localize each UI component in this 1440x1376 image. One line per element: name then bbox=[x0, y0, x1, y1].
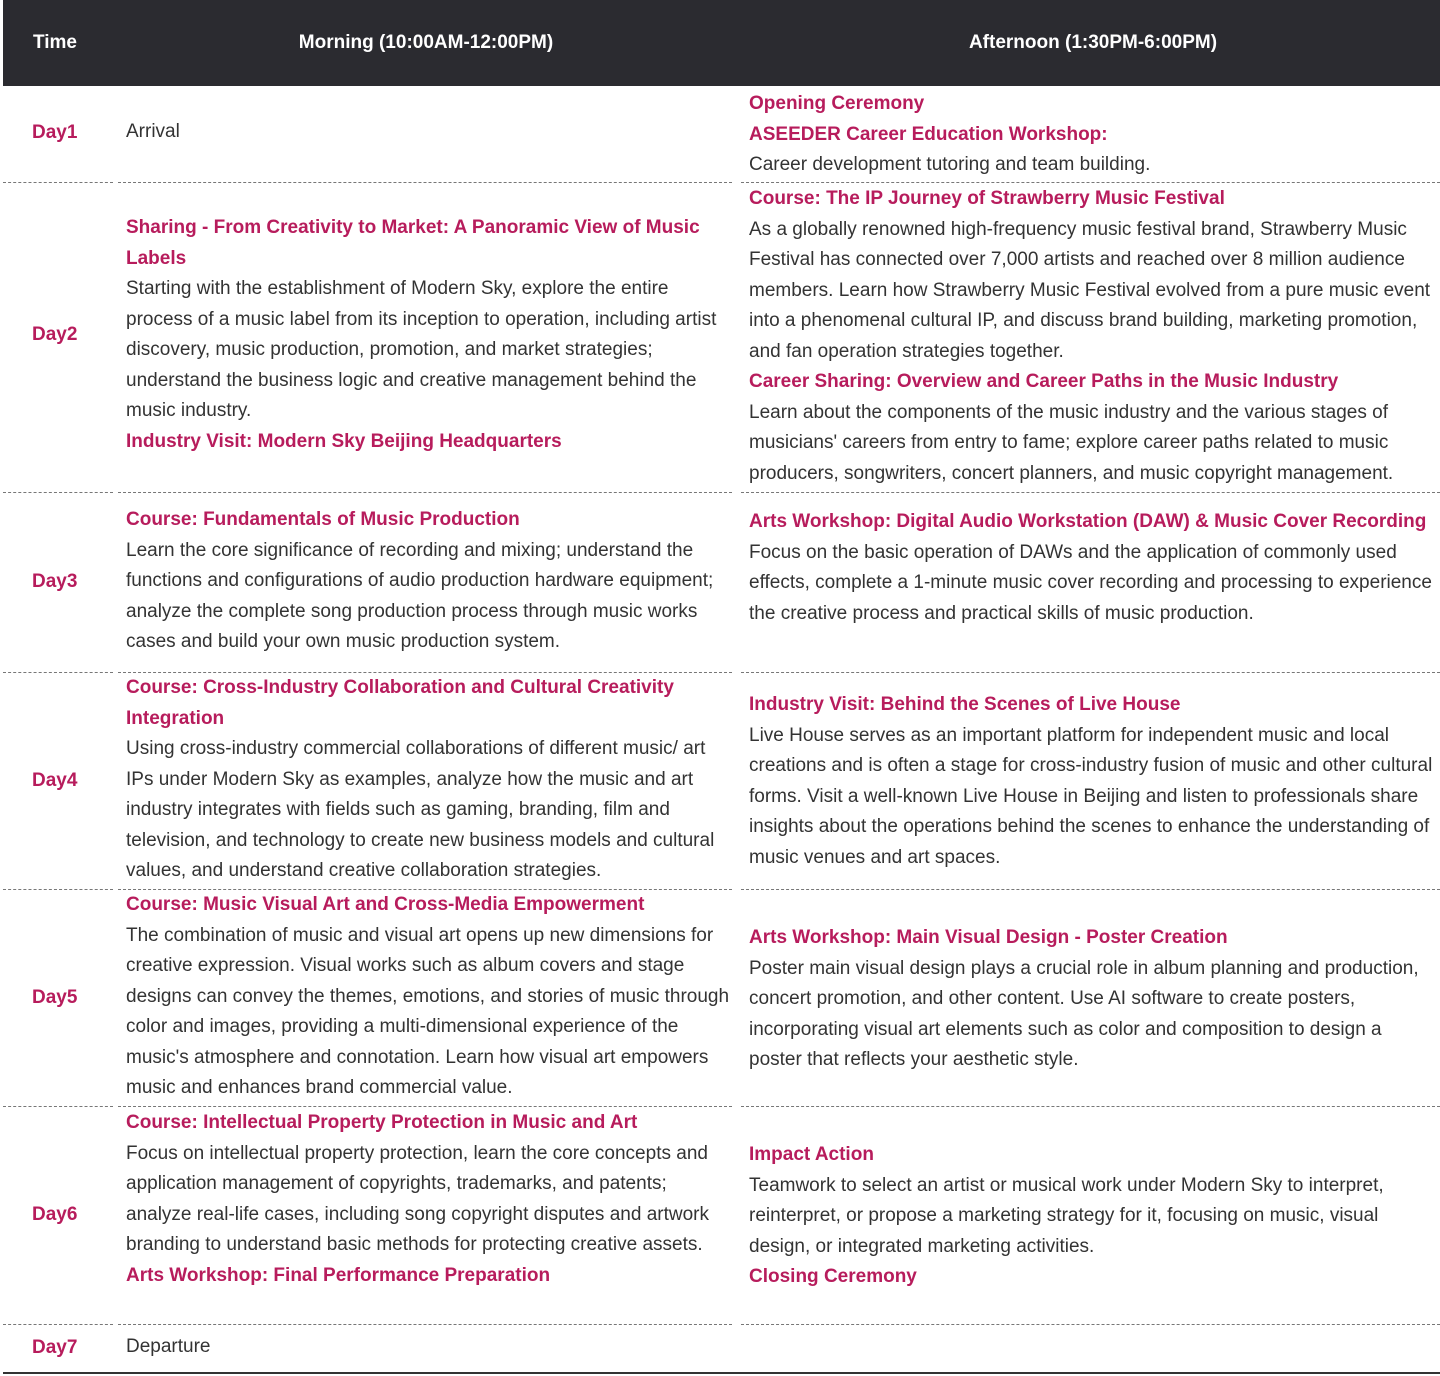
session-description: As a globally renowned high-frequency music festival brand, Strawberry Music Festival has connected over 7,000 artists and reached over 8 million audience members. Learn how Strawberry Music Festival evolved from a pure music event into a phenomenal cultural IP, and discuss brand building, marketing promotion, and fan operation strategies together. bbox=[749, 218, 1431, 362]
session-description: Using cross-industry commercial collaborations of different music/ art IPs under Modern Sky as examples, analyze how the music and art industry integrates with fields such as gaming, branding, film and television, and technology to create new business models and cultural values, and understand creative collaboration strategies. bbox=[126, 738, 715, 881]
session-description: Career development tutoring and team building. bbox=[749, 154, 1151, 175]
header-time: Time bbox=[33, 32, 78, 53]
day5-morning-cell bbox=[126, 890, 731, 1104]
session-description: Focus on the basic operation of DAWs and the application of commonly used effects, complete a 1-minute music cover recording and processing to experience the creative process and practical skills of music production. bbox=[749, 541, 1432, 624]
session-title: Course: Cross-Industry Collaboration and Cultural Creativity Integration bbox=[126, 677, 674, 729]
table-bottom-border bbox=[3, 1372, 1440, 1374]
session-title: Course: The IP Journey of Strawberry Music Festival bbox=[749, 188, 1225, 209]
session-title: Industry Visit: Modern Sky Beijing Headquarters bbox=[126, 430, 562, 452]
session-description: Departure bbox=[126, 1336, 211, 1357]
session-title: Impact Action bbox=[749, 1144, 874, 1165]
session-title: Closing Ceremony bbox=[749, 1266, 917, 1287]
day6-afternoon-cell bbox=[749, 1140, 1439, 1293]
session-title: Industry Visit: Behind the Scenes of Live House bbox=[749, 694, 1181, 715]
day-label: Day5 bbox=[32, 987, 78, 1008]
row-separator bbox=[3, 889, 113, 890]
session-title: Course: Music Visual Art and Cross-Media Empowerment bbox=[126, 894, 645, 915]
row-separator bbox=[741, 1106, 1440, 1107]
session-title: Arts Workshop: Main Visual Design - Poster Creation bbox=[749, 927, 1228, 948]
session-title: Career Sharing: Overview and Career Paths in the Music Industry bbox=[749, 371, 1339, 392]
day-label: Day6 bbox=[32, 1204, 78, 1225]
row-separator bbox=[741, 672, 1440, 673]
row-separator bbox=[118, 1324, 732, 1325]
session-description: Arrival bbox=[126, 121, 180, 142]
session-title: Arts Workshop: Digital Audio Workstation (DAW) & Music Cover Recording bbox=[749, 511, 1427, 532]
session-description: The combination of music and visual art opens up new dimensions for creative expression. Visual works such as album covers and stage designs can convey the themes, emotions, and stories of music through color and images, providing a multi-dimensional experience of the music's atmosphere and connotation. Learn how visual art empowers music and enhances brand commercial value. bbox=[126, 924, 730, 1098]
day3-morning-cell bbox=[126, 505, 731, 658]
row-separator bbox=[3, 492, 113, 493]
row-separator bbox=[118, 492, 732, 493]
table-header bbox=[3, 0, 1440, 86]
row-separator bbox=[118, 1106, 732, 1107]
session-description: Starting with the establishment of Modern Sky, explore the entire process of a music label from its inception to operation, including artist discovery, music production, promotion, and market strategies; understand the business logic and creative management behind the music industry. bbox=[126, 278, 717, 421]
row-separator bbox=[3, 672, 113, 673]
session-description: Live House serves as an important platform for independent music and local creations and is often a stage for cross-industry fusion of music and other cultural forms. Visit a well-known Live House in Beijing and listen to professionals share insights about the operations behind the scenes to enhance the understanding of music venues and art spaces. bbox=[749, 724, 1433, 868]
session-title: Course: Fundamentals of Music Production bbox=[126, 509, 520, 530]
row-separator bbox=[741, 1324, 1440, 1325]
day4-morning-cell bbox=[126, 673, 731, 887]
day1-afternoon-cell bbox=[749, 89, 1439, 181]
session-description: Learn about the components of the music industry and the various stages of musicians' careers from entry to fame; explore career paths related to music producers, songwriters, concert planners, and music copyright management. bbox=[749, 401, 1394, 484]
session-title: Arts Workshop: Final Performance Preparation bbox=[126, 1264, 551, 1286]
session-description: Poster main visual design plays a crucial role in album planning and production, concert promotion, and other content. Use AI software to create posters, incorporating visual art elements such as color and composition to design a poster that reflects your aesthetic style. bbox=[749, 957, 1419, 1070]
session-title: Sharing - From Creativity to Market: A Panoramic View of Music Labels bbox=[126, 217, 700, 269]
day-label: Day4 bbox=[32, 770, 78, 791]
day4-afternoon-cell bbox=[749, 690, 1439, 873]
day7-morning-cell bbox=[126, 1332, 731, 1363]
header-morning: Morning (10:00AM-12:00PM) bbox=[298, 32, 554, 53]
row-separator bbox=[3, 1324, 113, 1325]
day-label: Day3 bbox=[32, 571, 78, 592]
day2-afternoon-cell bbox=[749, 184, 1439, 489]
day5-afternoon-cell bbox=[749, 923, 1439, 1076]
day1-morning-cell bbox=[126, 117, 731, 148]
session-description: Teamwork to select an artist or musical work under Modern Sky to interpret, reinterpret, or propose a marketing strategy for it, focusing on music, visual design, or integrated marketing activities. bbox=[749, 1174, 1384, 1257]
day3-afternoon-cell bbox=[749, 507, 1439, 629]
session-title: ASEEDER Career Education Workshop: bbox=[749, 123, 1108, 145]
row-separator bbox=[3, 1106, 113, 1107]
session-title: Opening Ceremony bbox=[749, 93, 925, 114]
session-description: Focus on intellectual property protection, learn the core concepts and application management of copyrights, trademarks, and patents; analyze real-life cases, including song copyright disputes and artwork branding to understand basic methods for protecting creative assets. bbox=[126, 1142, 709, 1255]
header-afternoon: Afternoon (1:30PM-6:00PM) bbox=[968, 32, 1218, 53]
day-label: Day1 bbox=[32, 122, 78, 143]
row-separator bbox=[741, 182, 1440, 183]
row-separator bbox=[741, 889, 1440, 890]
day-label: Day7 bbox=[32, 1337, 78, 1358]
row-separator bbox=[3, 182, 113, 183]
day-label: Day2 bbox=[32, 324, 78, 345]
day6-morning-cell bbox=[126, 1108, 731, 1291]
day2-morning-cell bbox=[126, 213, 731, 457]
session-title: Course: Intellectual Property Protection in Music and Art bbox=[126, 1112, 638, 1133]
row-separator bbox=[118, 182, 732, 183]
row-separator bbox=[741, 492, 1440, 493]
session-description: Learn the core significance of recording and mixing; understand the functions and configurations of audio production hardware equipment; analyze the complete song production process through music works cases and build your own music production system. bbox=[126, 539, 714, 652]
